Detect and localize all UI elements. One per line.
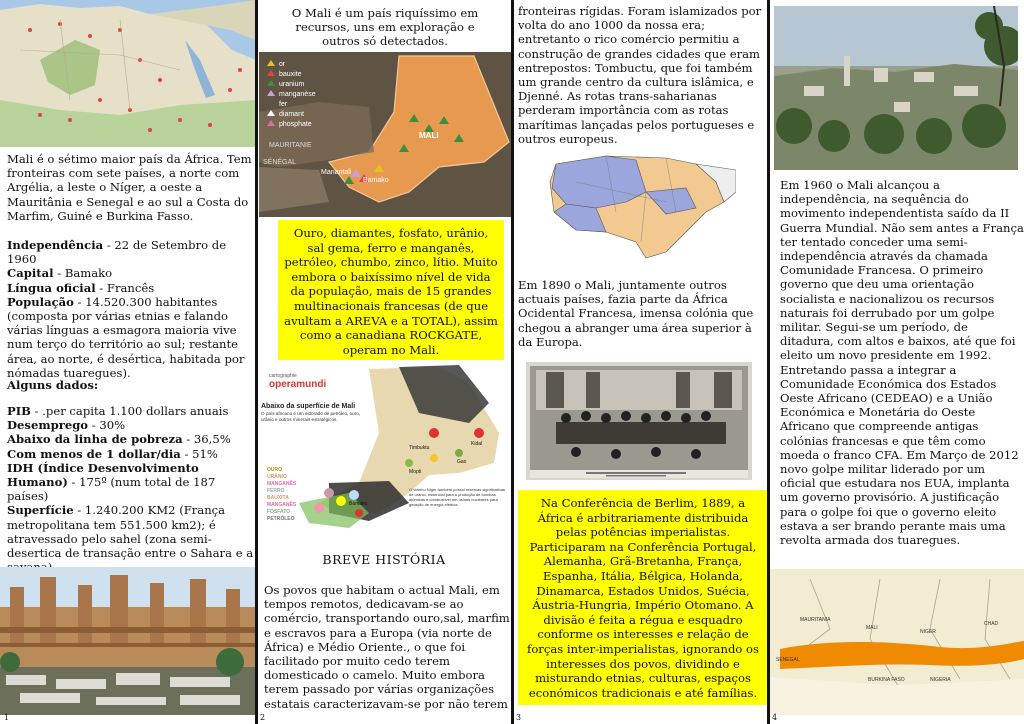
- legend-bauxite: bauxite: [279, 71, 302, 78]
- resources-highlight-box: Ouro, diamantes, fosfato, urânio, sal gema, ferro e manganês, petróleo, chumbo, zinco, lítio. Muito embora o baixíssimo nível de vida da população, mais de 15 grandes multinacionais francesas (de que avultam a AREVA e a TOTAL), assim como a canadiana ROCKGATE, operam no Mali.: [278, 220, 504, 360]
- opera-mundi-map: [259, 363, 511, 541]
- page-number: 1: [4, 713, 10, 722]
- opera-place-timbuktu: Timbuktu: [409, 445, 430, 451]
- dado-idh: IDH (Índice Desenvolvimento Humano) - 175º (num total de 187 países): [7, 460, 216, 504]
- djenne-mosque-photo: [0, 567, 256, 715]
- page-number: 4: [772, 713, 778, 722]
- dado-pobreza: Abaixo da linha de pobreza - 36,5%: [7, 432, 231, 447]
- opera-legend-petroleo: PETRÓLEO: [267, 516, 295, 522]
- fact-independencia: Independência - 22 de Setembro de 1960: [7, 238, 227, 267]
- dado-pib: PIB - .per capita 1.100 dollars anuais: [7, 404, 229, 418]
- opera-place-bamako: Bamako: [349, 501, 368, 507]
- opera-place-mopti: Mopti: [409, 469, 422, 475]
- berlin-conference-engraving: [526, 362, 752, 480]
- opera-caption: O país africano é um eldorado de petróleo, ouro, urânio e outros minerais estratégicos.: [261, 411, 361, 422]
- mali-resources-map: [259, 52, 511, 217]
- map-label-manantali: Manantali: [321, 169, 352, 176]
- colonial-paragraph: Em 1890 o Mali, juntamente outros actuais países, fazia parte da África Ocidental Francesa, imensa colónia que chegou a abranger uma área superior à da Europa.: [518, 278, 754, 349]
- legend-manganese: manganèse: [279, 91, 316, 98]
- sahel-map: [770, 569, 1024, 715]
- intro-paragraph: Mali é o sétimo maior país da África. Tem fronteiras com sete países, a norte com Argélia, a leste o Níger, a oeste a Mauritânia e Senegal e ao sul a Costa do Marfim, Guiné e Burkina Fasso.: [7, 152, 252, 223]
- opera-legend-fosfato: FOSFATO: [267, 509, 291, 515]
- map-label-bamako: Bamako: [363, 177, 389, 184]
- fact-populacao: População - 14.520.300 habitantes (composta por várias etnias e falando várias línguas a esmagora maioria vive num terço do território ao sul; restante área, ao norte, é desértica, habitada por nómadas tuaregues).: [7, 294, 245, 380]
- history-paragraph: Os povos que habitam o actual Mali, em tempos remotos, dedicavam-se ao comércio, transportando ouro,sal, marfim e escravos para a Europa (via norte de África) e Médio Oriente., o que foi facilitado por muito cedo terem domesticado o camelo. Muito embora terem passado por várias organizações estatais caracterizavam-se por não terem: [264, 583, 510, 711]
- page-number: 2: [260, 713, 266, 722]
- independence-paragraph: Em 1960 o Mali alcançou a independência, na sequência do movimento independentista saído da II Guerra Mundial. Não sem antes a França ter tentado conceder uma semi-independência através da chamada Comunidade Francesa. O primeiro governo que deu uma orientação socialista e nacionalizou os recursos naturais foi derrubado por um golpe militar. Segui-se um período, de ditadura, com altos e baixos, até que foi eleito um novo presidente em 1992. Entretando passa a integrar a Comunidade Económica dos Estados Oeste Africano (CEDEAO) e a União Económica e Monetária do Oeste Africano que compreende antigas colónias francesas e que têm como moeda o franco CFA. Em Março de 2012 novo golpe militar liderado por um oficial que estudara nos EUA, implanta um governo provisório. A justificação para o golpe foi que o governo eleito estava a ser brando perante mais uma revolta armada dos tuaregues.: [780, 178, 1024, 548]
- legend-or: or: [279, 61, 286, 68]
- resources-intro: O Mali é um país riquíssimo em recursos, uns em exploração e outros só detectados.: [291, 6, 479, 49]
- history-continued: fronteiras rígidas. Foram islamizados por volta do ano 1000 da nossa era; entretanto o rico comércio permitiu a construção de grandes cidades que eram entrepostos: Tombuctu, que foi também um grande centro da cultura islâmica, e Djenné. As rotas trans-saharianas perderam importância com as rotas marítimas lançadas pelos portugueses e outros europeus.: [518, 4, 762, 146]
- opera-legend-ouro: OURO: [267, 467, 282, 473]
- opera-brand-small: cartographie: [269, 373, 297, 379]
- sahel-label-mali: MALI: [866, 625, 878, 631]
- dado-superficie: Superfície - 1.240.200 KM2 (França metropolitana tem 551.500 km2); é atravessado pelo sahel (zona semi-desertica de transação entre o Sahara e a: [7, 503, 254, 561]
- opera-legend-ferro: FERRO: [267, 488, 285, 494]
- sahel-label-mauritania: MAURITANIA: [800, 617, 831, 623]
- opera-legend-manganes-2: MANGANÊS: [267, 502, 297, 508]
- opera-title: Abaixo da superfície de Mali: [261, 403, 356, 410]
- opera-place-kidal: Kidal: [471, 441, 483, 447]
- opera-note: O vizinho Níger também possui reservas significativas de urânio, essencial para a produção de bombas atômicas e combustível em usinas nucleares para geração de energia elétrica: [409, 487, 506, 507]
- berlin-conference-highlight-box: Na Conferência de Berlim, 1889, a África é arbitrariamente distribuida pelas potências imperialistas. Participaram na Conferência Portugal, Alemanha, Grã-Bretanha, França, Espanha, Itália, Bélgica, Holanda, Dinamarca, Estados Unidos, Suécia, Áustria-Hungria, Império Otomano. A divisão é feita a régua e esquadro conforme os interesses e relação de forças inter-imperialistas, ignorando os interesses dos povos, dividindo e misturando etnias, culturas, espaços económicos tradicionais e até famílias.: [518, 490, 768, 705]
- dados-heading: Alguns dados:: [7, 378, 99, 392]
- fact-capital: Capital - Bamako: [7, 266, 113, 281]
- opera-legend-bauxita: BAUXITA: [267, 495, 289, 501]
- legend-diamant: diamant: [279, 111, 304, 118]
- legend-phosphate: phosphate: [279, 121, 312, 128]
- panel-4: [768, 0, 1024, 724]
- opera-legend-uranio: URÂNIO: [267, 474, 287, 480]
- panel-1: [0, 0, 256, 724]
- sahel-label-niger: NIGER: [920, 629, 936, 635]
- panel-3: [512, 0, 768, 724]
- dados-list: [7, 404, 255, 574]
- opera-place-gao: Gao: [457, 459, 467, 465]
- legend-fer: fer: [279, 101, 288, 108]
- sahel-label-nigeria: NIGERIA: [930, 677, 951, 683]
- dado-dollar-dia: Com menos de 1 dollar/dia - 51%: [7, 446, 218, 461]
- dado-desemprego: Desemprego - 30%: [7, 418, 126, 433]
- sahel-label-senegal: SENEGAL: [776, 657, 800, 663]
- section-title-breve-historia: BREVE HISTÓRIA: [322, 552, 446, 567]
- map-label-mauritanie: MAURITANIE: [269, 142, 312, 149]
- opera-brand: operamundi: [269, 379, 327, 390]
- africa-map-image: [0, 0, 256, 147]
- page-number: 3: [516, 713, 522, 722]
- bamako-city-photo: [774, 6, 1018, 170]
- fact-lingua: Língua oficial - Francês: [7, 280, 155, 295]
- country-facts: [7, 238, 255, 380]
- legend-uranium: uranium: [279, 81, 305, 88]
- sahel-label-burkina: BURKINA FASO: [868, 677, 905, 683]
- opera-legend-manganes: MANGANÊS: [267, 481, 297, 487]
- french-west-africa-map: [546, 152, 736, 264]
- map-label-mali: MALI: [419, 131, 439, 140]
- sahel-label-chad: CHAD: [984, 621, 999, 627]
- panel-2: [256, 0, 512, 724]
- map-label-senegal: SÉNÉGAL: [263, 159, 297, 166]
